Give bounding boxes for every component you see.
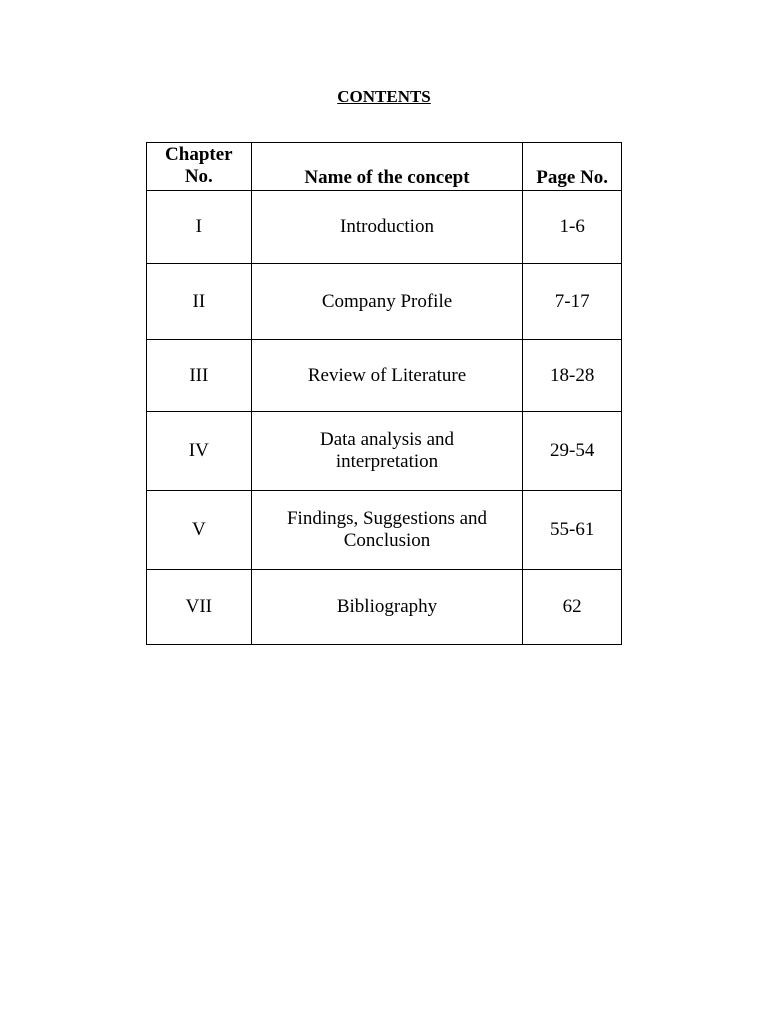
page-cell: 62 (523, 570, 622, 645)
table-row (147, 491, 622, 570)
page-cell: 7-17 (523, 264, 622, 340)
chapter-cell: II (147, 264, 252, 340)
concept-cell: Company Profile (251, 264, 523, 340)
concept-cell: Review of Literature (251, 340, 523, 412)
page-cell: 55-61 (523, 491, 622, 570)
concept-cell: Bibliography (251, 570, 523, 645)
concept-cell: Introduction (251, 191, 523, 264)
page-cell: 1-6 (523, 191, 622, 264)
contents-table (146, 142, 622, 645)
table-header-row (147, 143, 622, 191)
table-row (147, 570, 622, 645)
table-row (147, 412, 622, 491)
concept-cell: Data analysis and interpretation (251, 412, 523, 491)
header-page-no: Page No. (523, 143, 622, 191)
header-name-of-concept: Name of the concept (251, 143, 523, 191)
chapter-cell: V (147, 491, 252, 570)
table-row (147, 264, 622, 340)
chapter-cell: IV (147, 412, 252, 491)
page-cell: 18-28 (523, 340, 622, 412)
chapter-cell: III (147, 340, 252, 412)
concept-cell: Findings, Suggestions and Conclusion (251, 491, 523, 570)
page-cell: 29-54 (523, 412, 622, 491)
chapter-cell: VII (147, 570, 252, 645)
table-row (147, 191, 622, 264)
table-row (147, 340, 622, 412)
header-chapter-no: Chapter No. (147, 143, 252, 191)
chapter-cell: I (147, 191, 252, 264)
page-title: CONTENTS (337, 87, 431, 106)
